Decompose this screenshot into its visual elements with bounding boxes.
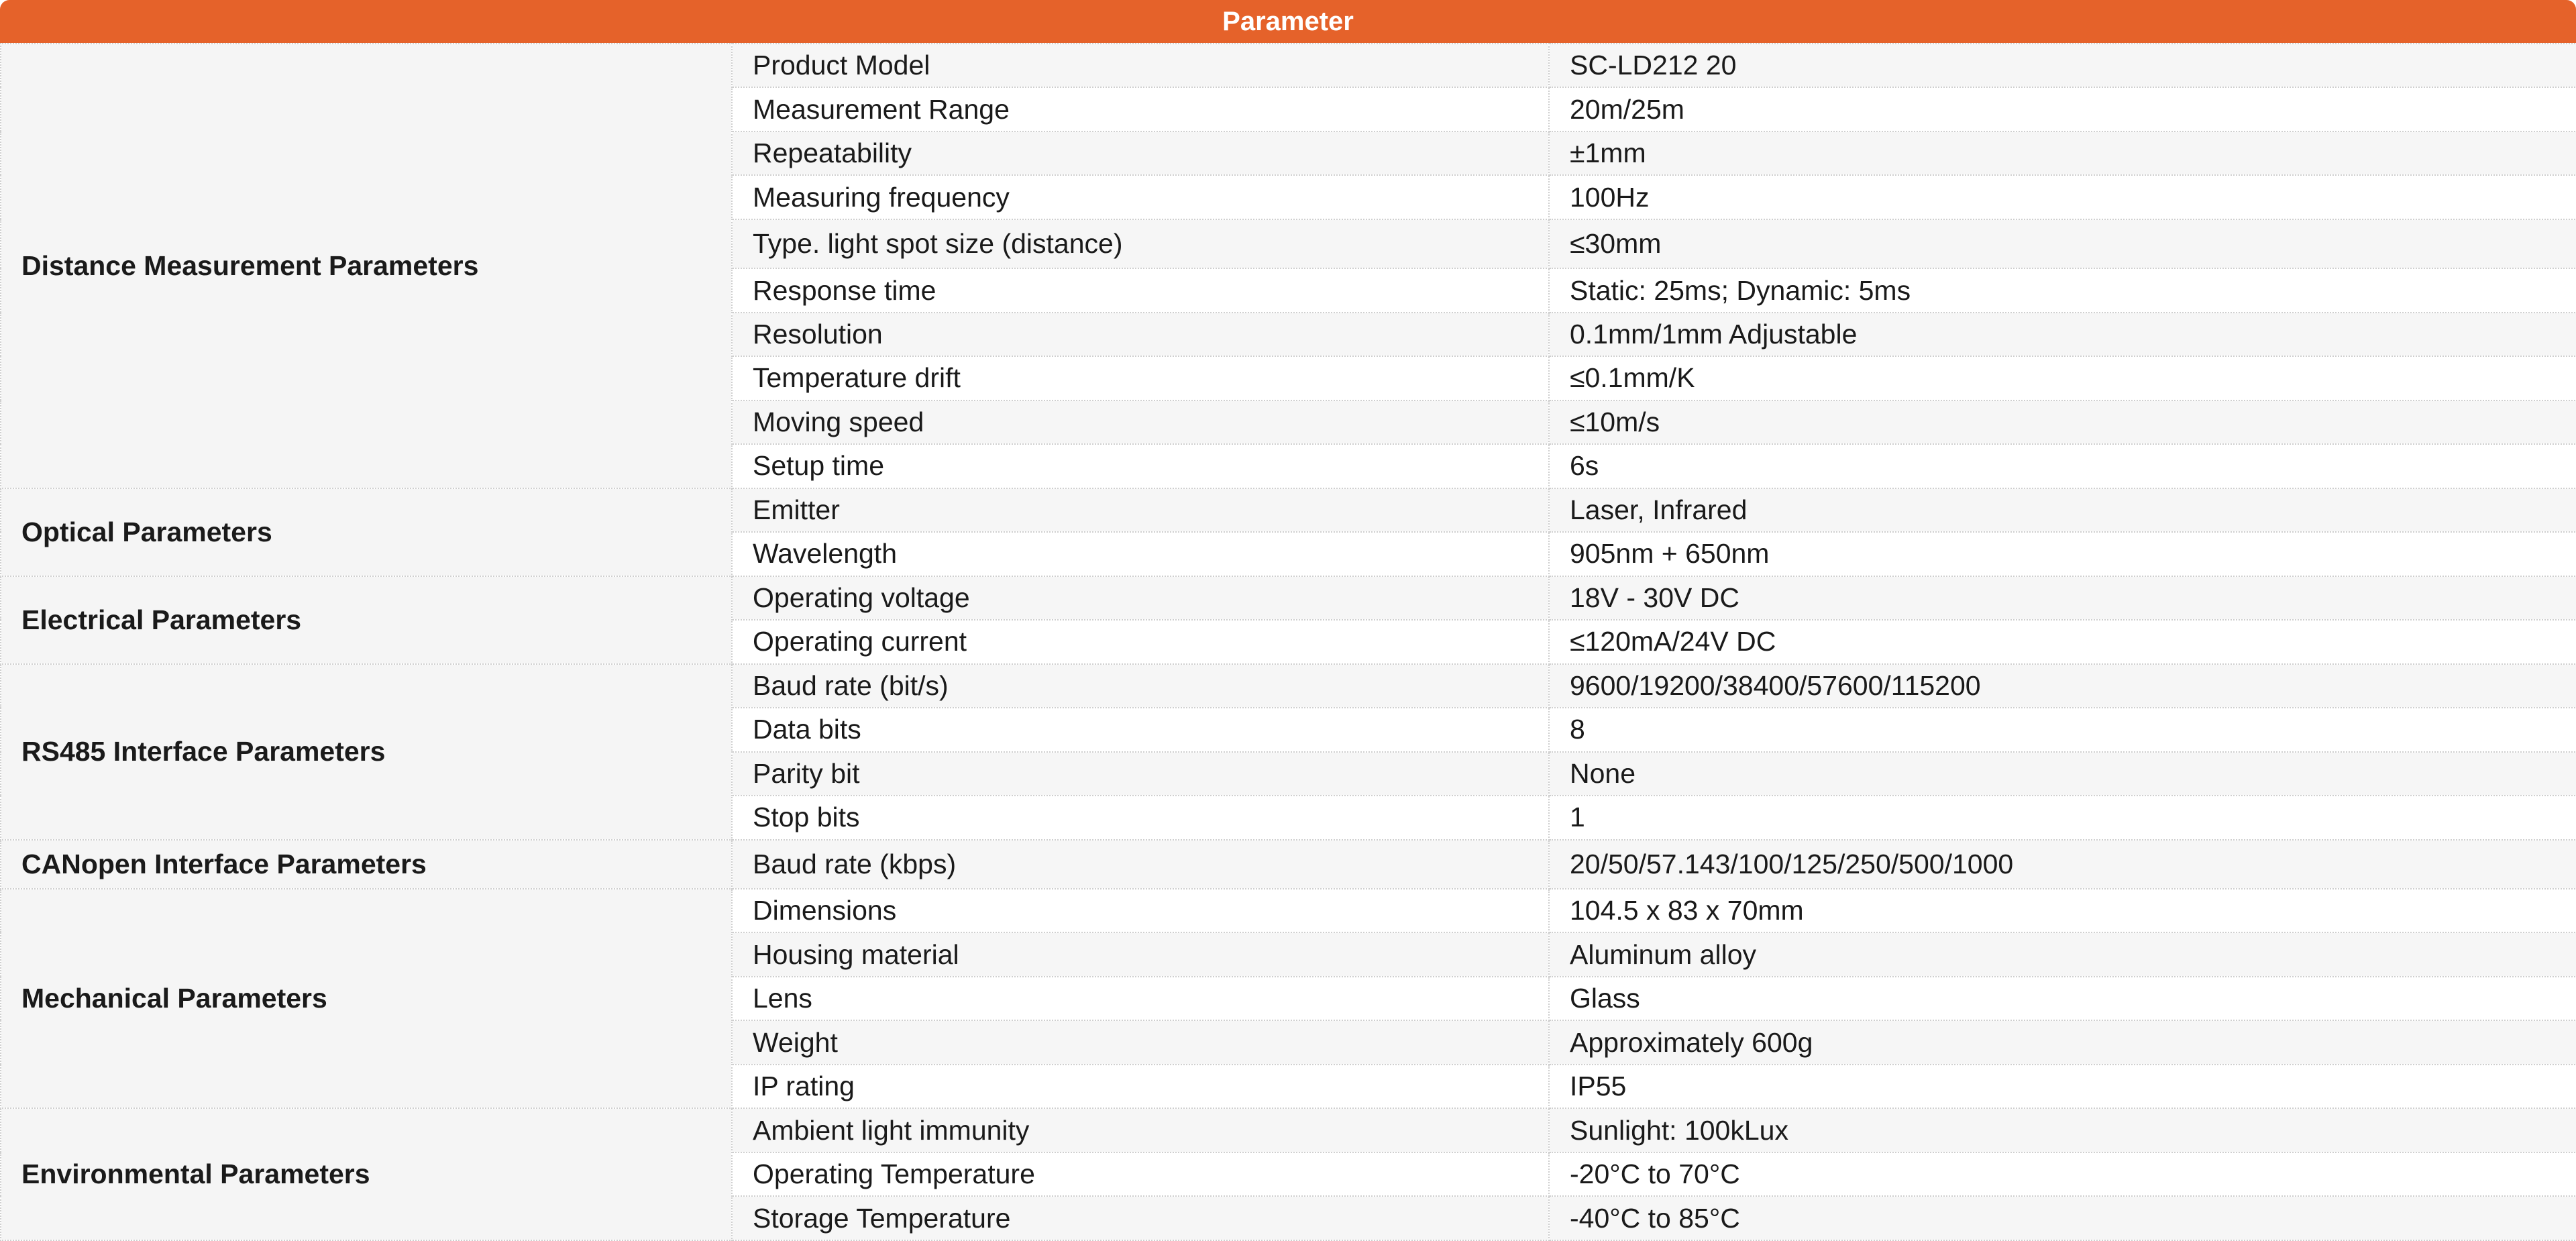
parameter-name: Repeatability — [732, 131, 1549, 175]
group-label: Mechanical Parameters — [1, 889, 732, 1108]
parameter-value: 8 — [1549, 708, 2576, 751]
table-row — [1, 488, 2576, 532]
parameter-table-body — [1, 44, 2576, 1240]
parameter-value: ≤120mA/24V DC — [1549, 620, 2576, 663]
parameter-value: 20/50/57.143/100/125/250/500/1000 — [1549, 840, 2576, 889]
parameter-name: Operating current — [732, 620, 1549, 663]
group-label: Environmental Parameters — [1, 1108, 732, 1240]
parameter-value: 1 — [1549, 796, 2576, 839]
parameter-value: Static: 25ms; Dynamic: 5ms — [1549, 268, 2576, 312]
parameter-name: Ambient light immunity — [732, 1108, 1549, 1152]
parameter-name: Baud rate (bit/s) — [732, 664, 1549, 708]
parameter-value: ≤0.1mm/K — [1549, 356, 2576, 400]
parameter-value: -40°C to 85°C — [1549, 1196, 2576, 1240]
parameter-value: 6s — [1549, 444, 2576, 488]
parameter-name: Baud rate (kbps) — [732, 840, 1549, 889]
parameter-name: Lens — [732, 977, 1549, 1020]
parameter-value: Aluminum alloy — [1549, 932, 2576, 976]
parameter-name: Setup time — [732, 444, 1549, 488]
table-row — [1, 889, 2576, 932]
table-header-title: Parameter — [0, 0, 2576, 43]
parameter-value: 104.5 x 83 x 70mm — [1549, 889, 2576, 932]
parameter-name: Parity bit — [732, 752, 1549, 796]
parameter-value: None — [1549, 752, 2576, 796]
parameter-value: ±1mm — [1549, 131, 2576, 175]
parameter-table — [0, 43, 2576, 1241]
parameter-value: -20°C to 70°C — [1549, 1152, 2576, 1196]
parameter-name: Data bits — [732, 708, 1549, 751]
table-row — [1, 840, 2576, 889]
parameter-value: IP55 — [1549, 1065, 2576, 1108]
parameter-value: Approximately 600g — [1549, 1020, 2576, 1064]
parameter-name: Resolution — [732, 313, 1549, 356]
parameter-value: 905nm + 650nm — [1549, 532, 2576, 576]
parameter-value: ≤30mm — [1549, 219, 2576, 268]
group-label: RS485 Interface Parameters — [1, 664, 732, 840]
parameter-name: Stop bits — [732, 796, 1549, 839]
parameter-value: 20m/25m — [1549, 87, 2576, 131]
group-label: Distance Measurement Parameters — [1, 44, 732, 488]
parameter-name: Measuring frequency — [732, 175, 1549, 219]
table-row — [1, 576, 2576, 620]
parameter-value: Laser, Infrared — [1549, 488, 2576, 532]
parameter-name: Measurement Range — [732, 87, 1549, 131]
parameter-name: Operating voltage — [732, 576, 1549, 620]
parameter-name: Emitter — [732, 488, 1549, 532]
parameter-name: Type. light spot size (distance) — [732, 219, 1549, 268]
parameter-name: IP rating — [732, 1065, 1549, 1108]
parameter-value: 100Hz — [1549, 175, 2576, 219]
parameter-value: 0.1mm/1mm Adjustable — [1549, 313, 2576, 356]
parameter-value: ≤10m/s — [1549, 400, 2576, 444]
parameter-name: Operating Temperature — [732, 1152, 1549, 1196]
group-label: Electrical Parameters — [1, 576, 732, 664]
parameter-value: SC-LD212 20 — [1549, 44, 2576, 87]
parameter-name: Storage Temperature — [732, 1196, 1549, 1240]
parameter-name: Weight — [732, 1020, 1549, 1064]
parameter-name: Housing material — [732, 932, 1549, 976]
parameter-name: Temperature drift — [732, 356, 1549, 400]
table-row — [1, 44, 2576, 87]
parameter-name: Product Model — [732, 44, 1549, 87]
table-row — [1, 1108, 2576, 1152]
parameter-name: Wavelength — [732, 532, 1549, 576]
parameter-value: Glass — [1549, 977, 2576, 1020]
table-row — [1, 664, 2576, 708]
parameter-name: Dimensions — [732, 889, 1549, 932]
parameter-value: Sunlight: 100kLux — [1549, 1108, 2576, 1152]
group-label: Optical Parameters — [1, 488, 732, 576]
parameter-name: Moving speed — [732, 400, 1549, 444]
group-label: CANopen Interface Parameters — [1, 840, 732, 889]
parameter-value: 9600/19200/38400/57600/115200 — [1549, 664, 2576, 708]
parameter-name: Response time — [732, 268, 1549, 312]
parameter-value: 18V - 30V DC — [1549, 576, 2576, 620]
